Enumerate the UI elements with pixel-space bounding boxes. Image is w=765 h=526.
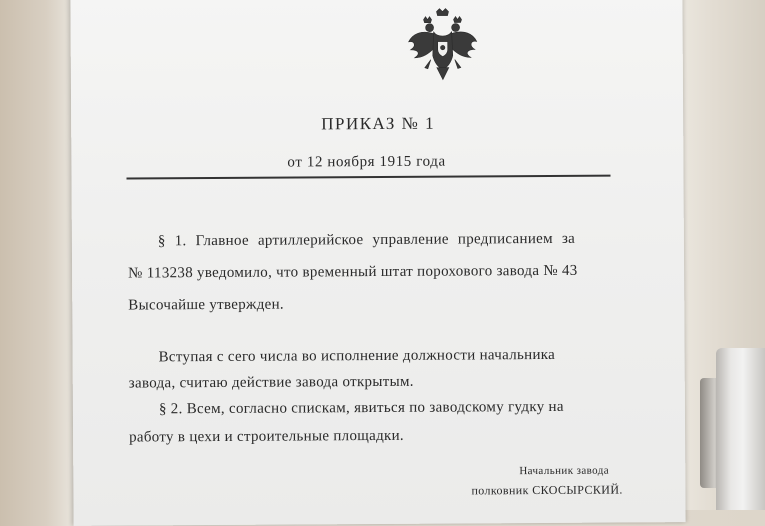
paragraph1-line3: Высочайше утвержден. bbox=[128, 296, 285, 314]
wall-fixture bbox=[716, 348, 765, 510]
paragraph1-line2: № 113238 уведомило, что временный штат порохового завода № 43 bbox=[128, 262, 578, 282]
double-headed-eagle-emblem bbox=[406, 7, 478, 83]
order-date: от 12 ноября 1915 года bbox=[287, 153, 446, 171]
paragraph3-line2: работу в цехи и строительные площадки. bbox=[129, 427, 405, 446]
order-title: ПРИКАЗ № 1 bbox=[321, 113, 436, 134]
paragraph2-line2: завода, считаю действие завода открытым. bbox=[128, 373, 414, 392]
document-sheet bbox=[70, 0, 685, 526]
signature-name: полковник СКОСЫРСКИЙ. bbox=[471, 482, 623, 498]
signature-position: Начальник завода bbox=[519, 464, 610, 478]
paragraph1-line1: § 1. Главное артиллерийское управление предписанием за bbox=[157, 230, 576, 250]
paragraph2-line1: Вступая с сего числа во исполнение должности начальника bbox=[158, 346, 556, 366]
title-divider bbox=[126, 175, 610, 180]
paragraph3-line1: § 2. Всем, согласно спискам, явиться по заводскому гудку на bbox=[158, 398, 564, 418]
